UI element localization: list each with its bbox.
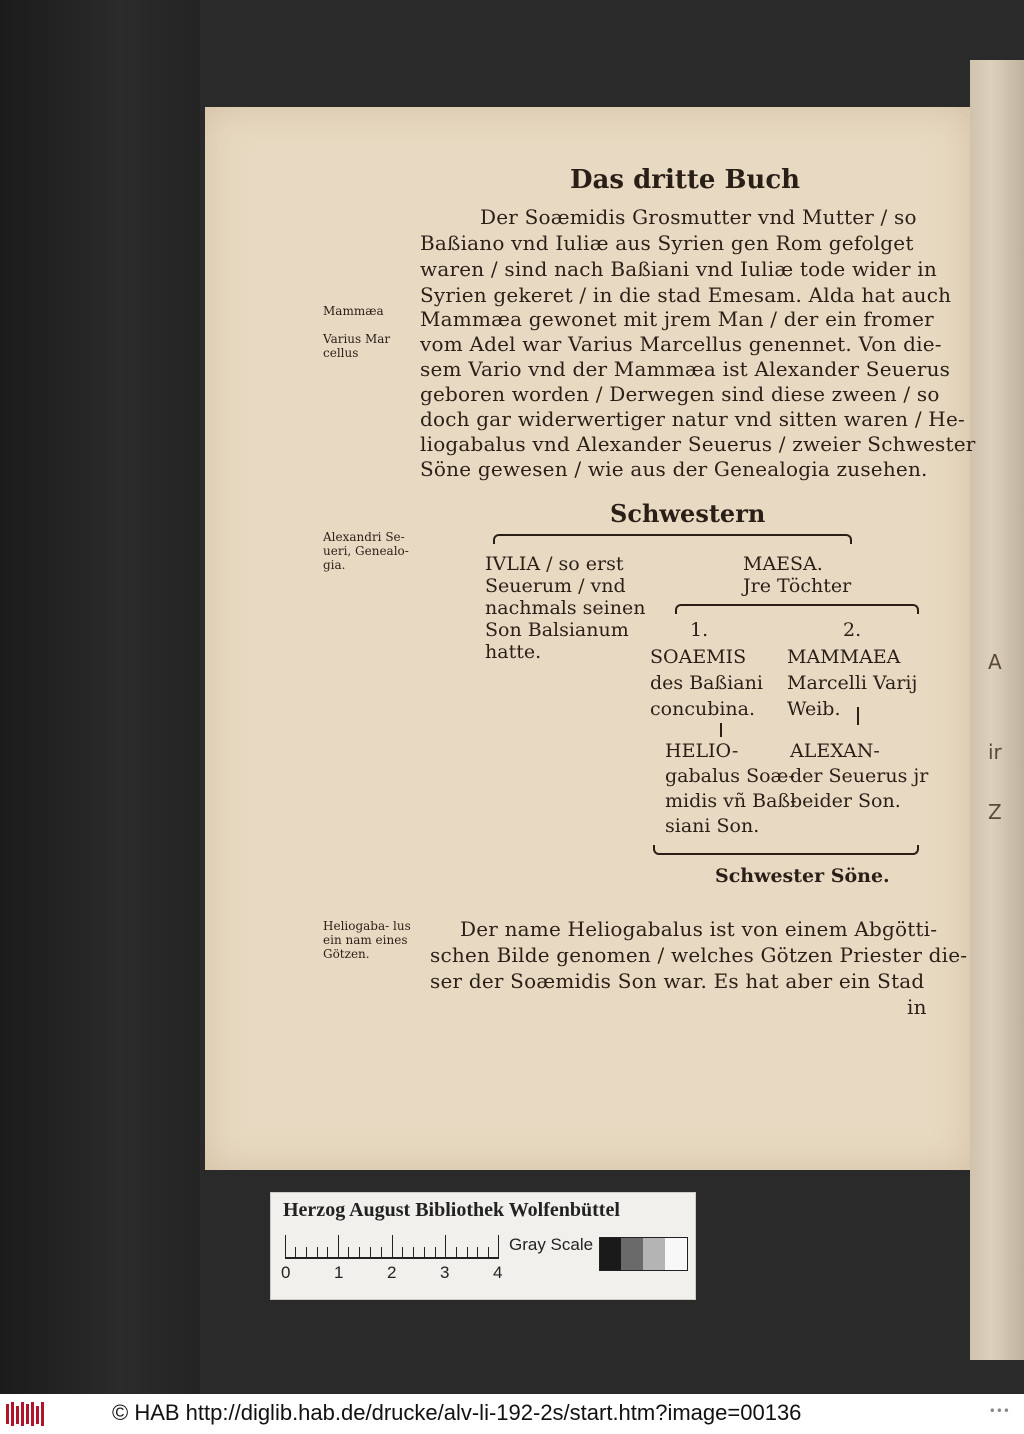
tree-bracket <box>493 534 852 544</box>
tree-mammaea: MAMMAEA Marcelli Varij Weib. <box>787 646 918 720</box>
gray-swatch-black <box>599 1237 622 1271</box>
margin-note: Heliogaba- lus ein nam eines Götzen. <box>323 919 411 961</box>
text-line: Syrien gekeret / in die stad Emesam. Alda hat auch <box>420 283 952 307</box>
catchword: in <box>907 995 927 1019</box>
text-line: sem Vario vnd der Mammæa ist Alexander Seuerus <box>420 357 951 381</box>
text-line: waren / sind nach Baßiani vnd Iuliæ tode wider in <box>420 257 937 281</box>
footer-bar <box>0 1394 1024 1434</box>
ruler-number: 2 <box>387 1263 397 1282</box>
gray-swatch-dark <box>621 1237 643 1271</box>
text-line: doch gar widerwertiger natur vnd sitten waren / He- <box>420 407 965 431</box>
color-scale-card <box>270 1192 696 1300</box>
tree-bracket <box>675 604 919 614</box>
library-name: Herzog August Bibliothek Wolfenbüttel <box>283 1199 620 1221</box>
page-heading: Das dritte Buch <box>570 165 801 195</box>
tree-label-schwester-soene: Schwester Söne. <box>715 865 890 887</box>
margin-note: Varius Mar cellus <box>323 332 391 360</box>
book-binding-left <box>0 0 200 1394</box>
ruler-number: 4 <box>493 1263 503 1282</box>
margin-note: Mammæa <box>323 304 384 318</box>
text-line: ser der Soæmidis Son war. Es hat aber ein Stad <box>430 969 925 993</box>
ruler <box>285 1235 499 1259</box>
tree-heliogabalus: HELIO- gabalus Soæ- midis vñ Baß- siani Son. <box>665 740 797 837</box>
tree-connector <box>720 723 722 737</box>
text-line: geboren worden / Derwegen sind diese zween / so <box>420 382 940 406</box>
gray-swatch-light <box>643 1237 665 1271</box>
text-line: vom Adel war Varius Marcellus genennet. Von die- <box>420 332 942 356</box>
gray-swatch-white <box>665 1237 688 1271</box>
ruler-number: 3 <box>440 1263 450 1282</box>
text-line: Der name Heliogabalus ist von einem Abgötti- <box>460 917 938 941</box>
text-line: schen Bilde genomen / welches Götzen Priester die- <box>430 943 968 967</box>
tree-number-1: 1. <box>690 619 709 641</box>
ruler-number: 0 <box>281 1263 291 1282</box>
book-page <box>205 107 976 1170</box>
text-line: Der Soæmidis Grosmutter vnd Mutter / so <box>480 205 917 229</box>
tree-maesa: MAESA. Jre Töchter <box>743 553 852 597</box>
text-line: Söne gewesen / wie aus der Genealogia zusehen. <box>420 457 928 481</box>
tree-julia: IVLIA / so erst Seuerum / vnd nachmals seinen Son Balsianum hatte. <box>485 553 646 663</box>
facing-page-edge: A ir Z <box>970 60 1024 1360</box>
hab-logo-icon[interactable] <box>6 1400 48 1428</box>
copyright-url[interactable]: © HAB http://diglib.hab.de/drucke/alv-li-192-2s/start.htm?image=00136 <box>112 1400 802 1425</box>
tree-soaemis: SOAEMIS des Baßiani concubina. <box>650 646 763 720</box>
text-line: Baßiano vnd Iuliæ aus Syrien gen Rom gefolget <box>420 231 914 255</box>
gray-scale-label: Gray Scale <box>509 1235 594 1254</box>
ruler-number: 1 <box>334 1263 344 1282</box>
tree-bracket <box>653 845 919 855</box>
tree-alexander: ALEXAN- der Seuerus jr beider Son. <box>790 740 929 812</box>
tree-connector <box>857 707 859 725</box>
more-options-icon[interactable]: ••• <box>988 1404 1010 1418</box>
text-line: liogabalus vnd Alexander Seuerus / zweier Schwester <box>420 432 976 456</box>
margin-note: Alexandri Se- ueri, Genealo- gia. <box>323 530 409 572</box>
tree-label-schwestern: Schwestern <box>610 499 766 528</box>
text-line: Mammæa gewonet mit jrem Man / der ein fromer <box>420 307 934 331</box>
tree-number-2: 2. <box>843 619 862 641</box>
